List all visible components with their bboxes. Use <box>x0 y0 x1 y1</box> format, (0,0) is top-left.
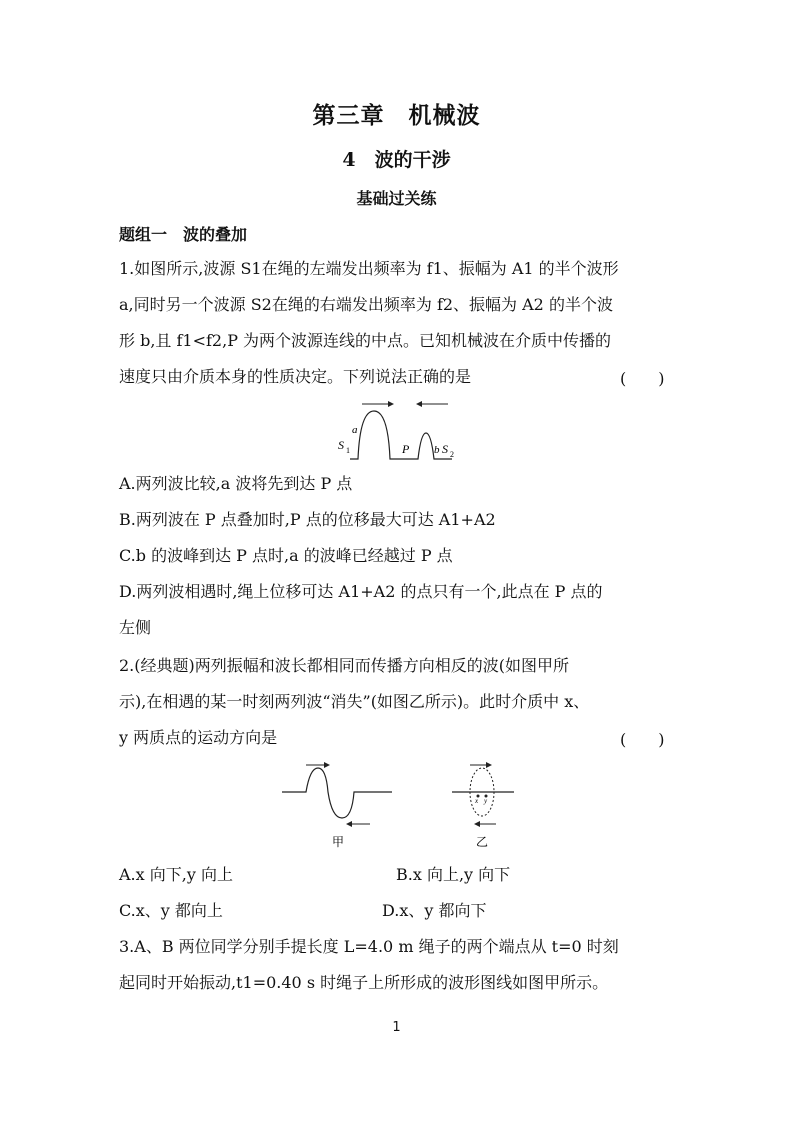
q1-option-a: A.两列波比较,a 波将先到达 P 点 <box>119 474 353 493</box>
q1-line-4: 速度只由介质本身的性质决定。下列说法正确的是 <box>119 367 472 386</box>
q2-line-3: y 两质点的运动方向是 <box>119 728 278 747</box>
q2-figure-yi <box>450 758 520 853</box>
q2-option-c: C.x、y 都向上 <box>119 901 223 920</box>
lesson-title: 4 波的干涉 <box>342 149 451 171</box>
q1-line-1: 1.如图所示,波源 S1在绳的左端发出频率为 f1、振幅为 A1 的半个波形 <box>119 259 619 278</box>
page-number: 1 <box>392 1020 401 1035</box>
q1-label-p: P <box>402 442 410 456</box>
q2-caption-yi: 乙 <box>476 835 489 849</box>
q2-label-x: x <box>475 797 479 805</box>
q2-option-b: B.x 向上,y 向下 <box>396 865 511 884</box>
q1-option-d-line-2: 左侧 <box>119 618 152 637</box>
q2-caption-jia: 甲 <box>332 835 345 849</box>
q1-label-s1: S <box>338 438 344 452</box>
q1-line-3: 形 b,且 f1<f2,P 为两个波源连线的中点。已知机械波在介质中传播的 <box>119 331 612 350</box>
q2-answer-paren: ( ) <box>620 730 665 749</box>
q1-label-s2: S <box>442 442 448 456</box>
q1-line-2: a,同时另一个波源 S2在绳的右端发出频率为 f2、振幅为 A2 的半个波 <box>119 295 613 314</box>
q2-option-a: A.x 向下,y 向上 <box>119 865 233 884</box>
q2-option-d: D.x、y 都向下 <box>382 901 487 920</box>
q1-option-d-line-1: D.两列波相遇时,绳上位移可达 A1+A2 的点只有一个,此点在 P 点的 <box>119 582 603 601</box>
q2-jia-wave <box>282 768 392 818</box>
q2-figure-jia <box>280 758 400 853</box>
q1-label-b: b <box>434 444 440 456</box>
group-title: 题组一 波的叠加 <box>119 225 248 244</box>
q1-label-s1-sub: 1 <box>346 446 350 455</box>
q1-option-c: C.b 的波峰到达 P 点时,a 的波峰已经越过 P 点 <box>119 546 453 565</box>
q3-line-2: 起同时开始振动,t1=0.40 s 时绳子上所形成的波形图线如图甲所示。 <box>119 973 609 992</box>
q3-line-1: 3.A、B 两位同学分别手提长度 L=4.0 m 绳子的两个端点从 t=0 时刻 <box>119 937 619 956</box>
q1-figure <box>330 395 460 465</box>
q2-line-1: 2.(经典题)两列振幅和波长都相同而传播方向相反的波(如图甲所 <box>119 656 569 675</box>
chapter-title: 第三章 机械波 <box>312 102 481 129</box>
q2-label-y: y <box>484 797 488 805</box>
q1-answer-paren: ( ) <box>620 369 665 388</box>
q2-line-2: 示),在相遇的某一时刻两列波“消失”(如图乙所示)。此时介质中 x、 <box>119 692 590 711</box>
q1-option-b: B.两列波在 P 点叠加时,P 点的位移最大可达 A1+A2 <box>119 510 496 529</box>
q1-label-a: a <box>352 424 358 436</box>
section-title: 基础过关练 <box>356 189 437 208</box>
q1-label-s2-sub: 2 <box>450 450 454 459</box>
